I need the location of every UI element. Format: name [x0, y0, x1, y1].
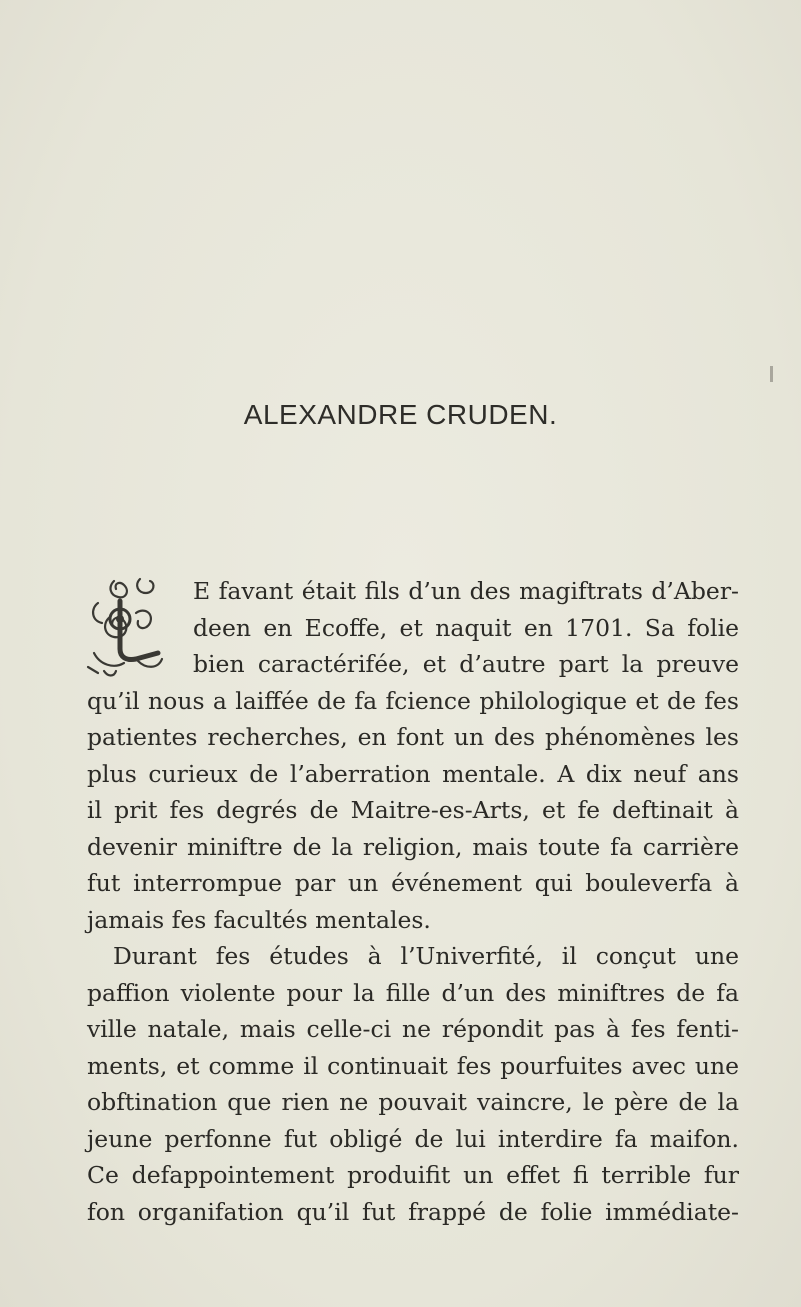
text-line: il prit fes degrés de Maitre-es-Arts, et fe deftinait à — [87, 796, 739, 824]
text-line: ments, et comme il continuait fes pourfuites avec une — [87, 1051, 739, 1080]
text-line: jamais fes facultés mentales. — [87, 905, 431, 934]
text-line: bien caractérifée, et d’autre part la preuve — [193, 650, 739, 678]
text-line: devenir miniftre de la religion, mais toute fa carrière — [87, 832, 739, 861]
text-line: E favant était fils d’un des magiftrats d’Aber- — [193, 577, 739, 605]
text-line: deen en Ecoffe, et naquit en 1701. Sa folie — [193, 613, 739, 642]
body-text — [87, 573, 739, 1230]
text-line: jeune perfonne fut obligé de lui interdire fa maifon. — [87, 1124, 739, 1153]
text-line: ville natale, mais celle-ci ne répondit pas à fes fenti- — [87, 1015, 739, 1043]
text-line: obftination que rien ne pouvait vaincre, le père de la — [87, 1088, 739, 1116]
page-mark — [770, 366, 773, 382]
text-line: fon organifation qu’il fut frappé de folie immédiate- — [87, 1197, 739, 1226]
text-line: plus curieux de l’aberration mentale. A dix neuf ans — [87, 759, 739, 788]
text-line: Durant fes études à l’Univerfité, il conçut une — [113, 942, 739, 970]
text-line: Ce defappointement produifit un effet fi terrible fur — [87, 1161, 739, 1189]
page-title: ALEXANDRE CRUDEN. — [243, 399, 558, 430]
text-line: fut interrompue par un événement qui bouleverfa à — [87, 869, 739, 897]
text-line: patientes recherches, en font un des phénomènes les — [87, 723, 739, 751]
text-line: qu’il nous a laiffée de fa fcience philologique et de fes — [87, 686, 739, 715]
text-line: paffion violente pour la fille d’un des miniftres de fa — [87, 978, 739, 1007]
